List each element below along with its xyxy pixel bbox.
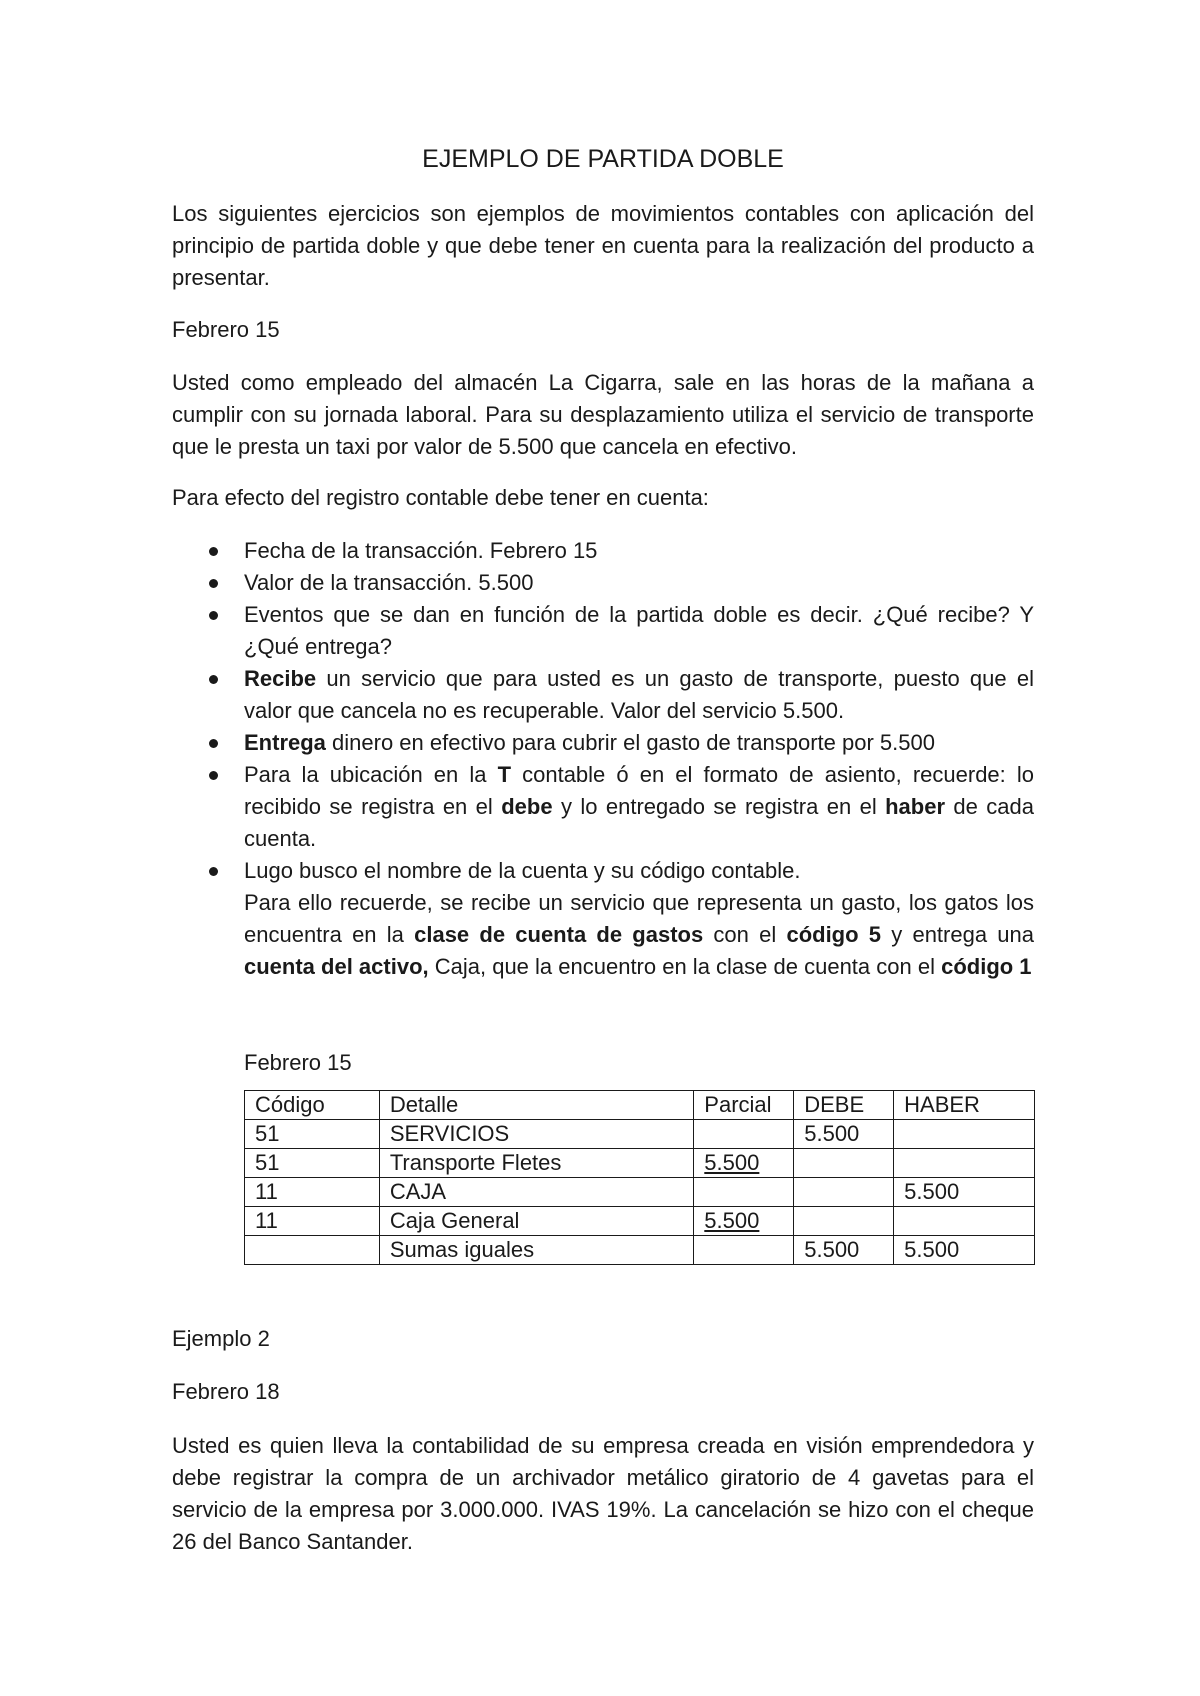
cell-codigo: 51 xyxy=(245,1149,380,1178)
ledger-table xyxy=(244,1090,1035,1265)
cell-codigo: 11 xyxy=(245,1207,380,1236)
cell-debe xyxy=(794,1149,894,1178)
table-row xyxy=(245,1178,1035,1207)
bold-term: Recibe xyxy=(244,666,317,691)
scenario-paragraph-1: Usted como empleado del almacén La Cigarra, sale en las horas de la mañana a cumplir con su jornada laboral. Para su desplazamiento utiliza el servicio de transporte que le presta un taxi por valor de 5.500 que cancela en efectivo. xyxy=(172,370,1034,459)
example-2-label: Ejemplo 2 xyxy=(172,1326,270,1351)
bold-term: cuenta del activo, xyxy=(244,954,429,979)
table-date-label: Febrero 15 xyxy=(244,1050,352,1075)
cell-codigo: 51 xyxy=(245,1120,380,1149)
table-header-row xyxy=(245,1091,1035,1120)
cell-parcial xyxy=(694,1120,794,1149)
bullet-item: Recibe un servicio que para usted es un gasto de transporte, puesto que el valor que cancela no es recuperable. Valor del servicio 5.500. xyxy=(172,663,1034,727)
registro-lead: Para efecto del registro contable debe tener en cuenta: xyxy=(172,485,709,510)
cell-codigo xyxy=(245,1236,380,1265)
date-label-1: Febrero 15 xyxy=(172,317,280,342)
bullet-item: Entrega dinero en efectivo para cubrir el gasto de transporte por 5.500 xyxy=(172,727,1034,759)
bold-term: Entrega xyxy=(244,730,326,755)
bullet-icon xyxy=(209,547,218,556)
cell-haber xyxy=(894,1120,1035,1149)
cell-parcial xyxy=(694,1178,794,1207)
cell-debe: 5.500 xyxy=(794,1120,894,1149)
table-row-totals xyxy=(245,1236,1035,1265)
column-header: HABER xyxy=(894,1091,1035,1120)
bullet-list xyxy=(172,535,1034,983)
cell-detalle: SERVICIOS xyxy=(379,1120,693,1149)
bold-term: clase de cuenta de gastos xyxy=(414,922,704,947)
cell-haber xyxy=(894,1207,1035,1236)
cell-detalle: Transporte Fletes xyxy=(379,1149,693,1178)
bold-term: haber xyxy=(885,794,946,819)
bullet-item: Para la ubicación en la T contable ó en el formato de asiento, recuerde: lo recibido se registra en el debe y lo entregado se registra en el haber de cada cuenta. xyxy=(172,759,1034,855)
cell-debe xyxy=(794,1207,894,1236)
cell-codigo: 11 xyxy=(245,1178,380,1207)
table-row xyxy=(245,1149,1035,1178)
intro-paragraph: Los siguientes ejercicios son ejemplos de movimientos contables con aplicación del principio de partida doble y que debe tener en cuenta para la realización del producto a presentar. xyxy=(172,201,1034,290)
bullet-item: Eventos que se dan en función de la partida doble es decir. ¿Qué recibe? Y ¿Qué entrega? xyxy=(172,599,1034,663)
bold-term: T xyxy=(497,762,512,787)
bold-term: código 5 xyxy=(786,922,882,947)
cell-detalle: Sumas iguales xyxy=(379,1236,693,1265)
cell-haber: 5.500 xyxy=(894,1178,1035,1207)
bullet-item: Valor de la transacción. 5.500 xyxy=(172,567,1034,599)
column-header: Detalle xyxy=(379,1091,693,1120)
bold-term: debe xyxy=(501,794,553,819)
bullet-item: Fecha de la transacción. Febrero 15 xyxy=(172,535,1034,567)
cell-debe xyxy=(794,1178,894,1207)
table-row xyxy=(245,1207,1035,1236)
cell-debe: 5.500 xyxy=(794,1236,894,1265)
cell-haber: 5.500 xyxy=(894,1236,1035,1265)
cell-parcial: 5.500 xyxy=(694,1149,794,1178)
cell-detalle: CAJA xyxy=(379,1178,693,1207)
date-label-2: Febrero 18 xyxy=(172,1379,280,1404)
cell-haber xyxy=(894,1149,1035,1178)
bullet-icon xyxy=(209,867,218,876)
cell-parcial: 5.500 xyxy=(694,1207,794,1236)
document-title: EJEMPLO DE PARTIDA DOBLE xyxy=(422,145,784,173)
table-row xyxy=(245,1120,1035,1149)
column-header: DEBE xyxy=(794,1091,894,1120)
bullet-icon xyxy=(209,675,218,684)
bullet-icon xyxy=(209,579,218,588)
bullet-item: Lugo busco el nombre de la cuenta y su código contable. Para ello recuerde, se recibe un servicio que representa un gasto, los gatos los encuentra en la clase de cuenta de gastos con el código 5 y entrega una cuenta del activo, Caja, que la encuentro en la clase de cuenta con el código 1 xyxy=(172,855,1034,983)
bullet-icon xyxy=(209,611,218,620)
column-header: Código xyxy=(245,1091,380,1120)
cell-parcial xyxy=(694,1236,794,1265)
cell-detalle: Caja General xyxy=(379,1207,693,1236)
bullet-icon xyxy=(209,739,218,748)
column-header: Parcial xyxy=(694,1091,794,1120)
scenario-paragraph-2: Usted es quien lleva la contabilidad de su empresa creada en visión emprendedora y debe registrar la compra de un archivador metálico giratorio de 4 gavetas para el servicio de la empresa por 3.000.000. IVAS 19%. La cancelación se hizo con el cheque 26 del Banco Santander. xyxy=(172,1433,1034,1554)
bold-term: código 1 xyxy=(941,954,1032,979)
bullet-icon xyxy=(209,771,218,780)
